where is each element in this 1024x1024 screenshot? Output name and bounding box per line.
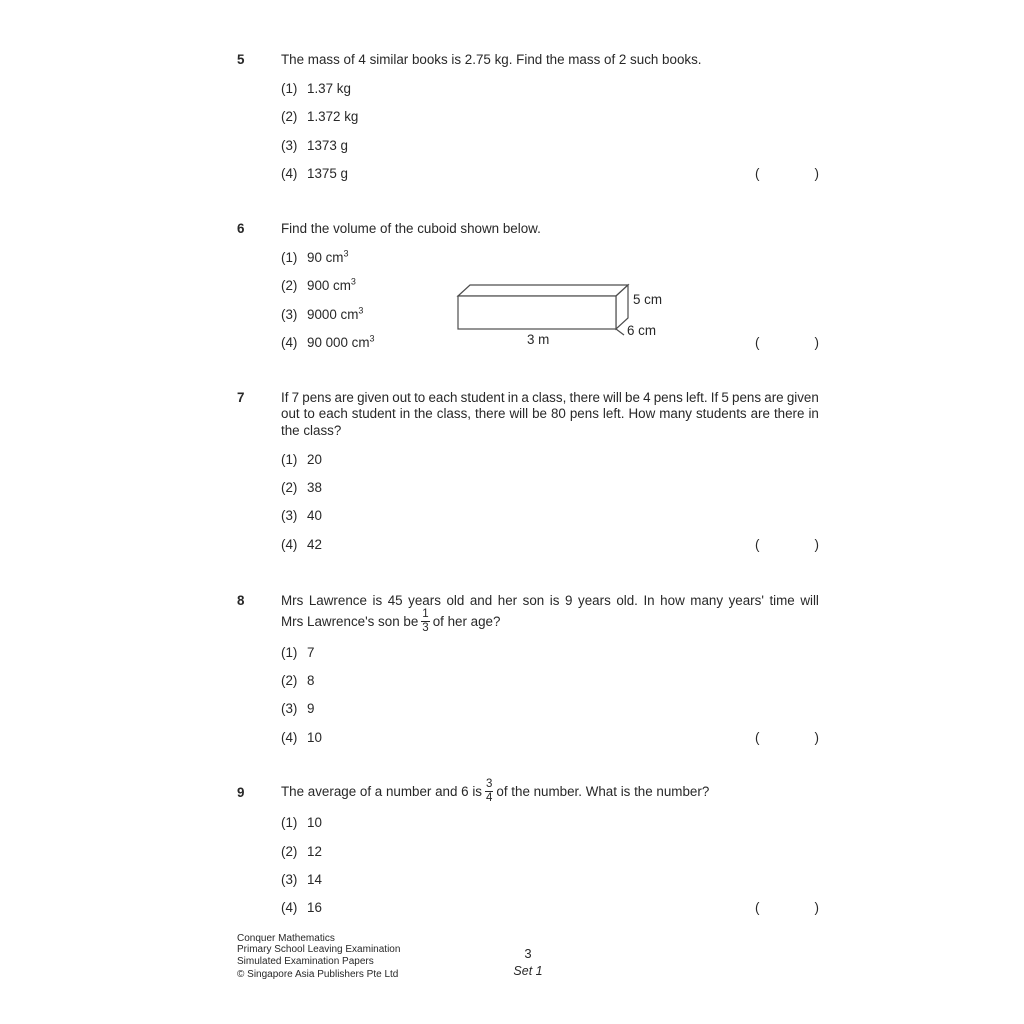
option-1 — [281, 452, 819, 468]
text-segment: Find the volume of the cuboid shown below. — [281, 221, 541, 236]
depth-leader-line — [616, 329, 624, 335]
option-label: (1) — [281, 451, 298, 467]
word: are — [764, 390, 784, 405]
option-value — [307, 673, 314, 689]
word: pens — [569, 406, 599, 422]
depth-label: 6 cm — [627, 323, 657, 338]
fraction-denominator: 3 — [422, 622, 429, 635]
text-segment: of the number. What is the number? — [496, 783, 710, 799]
page-number: 3 — [524, 946, 532, 961]
word: time — [769, 593, 795, 608]
question-7 — [237, 390, 819, 553]
word: student — [351, 406, 396, 422]
option-label: (3) — [281, 701, 298, 717]
word: Lawrence — [308, 593, 367, 608]
word: will — [800, 593, 819, 608]
option-value-text: 90 cm — [307, 249, 344, 265]
question-number: 7 — [237, 390, 245, 405]
option-label: (4) — [281, 334, 298, 350]
question-text — [281, 52, 819, 68]
option-3 — [281, 872, 819, 888]
question-body — [281, 221, 819, 351]
option-1 — [281, 81, 819, 97]
text-segment: of her age? — [432, 614, 501, 630]
footer-line-exam: Primary School Leaving Examination — [237, 944, 401, 956]
fraction-numerator: 3 — [485, 778, 493, 790]
word: pens — [732, 390, 762, 405]
option-value — [307, 109, 358, 125]
question-text — [281, 593, 819, 636]
word: pens — [653, 390, 683, 405]
option-value-text: 1375 g — [307, 165, 348, 181]
option-label: (4) — [281, 729, 298, 745]
word: old. — [616, 593, 638, 608]
option-value — [307, 335, 375, 351]
word: be — [625, 390, 640, 405]
question-number: 5 — [237, 52, 245, 67]
option-value — [307, 250, 348, 266]
option-3 — [281, 138, 819, 154]
options-list — [281, 81, 819, 182]
length-label: 3 m — [527, 332, 550, 347]
question-text-line — [281, 779, 819, 806]
bracket-close: ) — [814, 900, 819, 916]
word: be — [532, 406, 547, 422]
cuboid-front-face — [458, 296, 616, 329]
question-number: 6 — [237, 221, 245, 236]
height-label: 5 cm — [633, 292, 663, 307]
option-value — [307, 138, 348, 154]
word: 7 — [291, 390, 300, 405]
question-6 — [237, 221, 819, 351]
word: in — [808, 406, 819, 422]
option-value-text: 16 — [307, 900, 322, 916]
word: student — [460, 390, 505, 405]
unit-superscript: 3 — [343, 248, 349, 259]
word: are — [750, 406, 770, 422]
option-2 — [281, 844, 819, 860]
page-number-block — [237, 946, 819, 981]
answer-bracket — [755, 730, 819, 746]
options-list — [281, 815, 819, 916]
option-value-text: 8 — [307, 672, 315, 688]
option-value — [307, 537, 322, 553]
answer-bracket — [755, 335, 819, 351]
option-label: (2) — [281, 843, 298, 859]
option-value-text: 38 — [307, 480, 322, 495]
bracket-open: ( — [755, 334, 760, 350]
option-label: (3) — [281, 871, 298, 887]
word: a — [521, 390, 529, 405]
option-label: (1) — [281, 644, 298, 660]
option-value — [307, 166, 348, 182]
question-8 — [237, 593, 819, 746]
question-text-line — [281, 609, 819, 636]
option-2 — [281, 480, 819, 496]
word: her — [497, 593, 518, 608]
option-value-text: 7 — [307, 644, 315, 660]
bracket-open: ( — [755, 165, 760, 181]
option-value — [307, 701, 314, 717]
word: is — [549, 593, 560, 608]
option-value — [307, 307, 363, 323]
word: will — [509, 406, 529, 422]
option-label: (1) — [281, 80, 298, 96]
word: given — [786, 390, 819, 405]
word: how — [660, 593, 685, 608]
word: there — [773, 406, 805, 422]
option-label: (3) — [281, 508, 298, 524]
option-label: (4) — [281, 165, 298, 181]
fraction-denominator: 4 — [485, 791, 493, 804]
option-label: (4) — [281, 536, 298, 552]
word: 5 — [721, 390, 729, 405]
option-4 — [281, 537, 819, 553]
option-value — [307, 730, 322, 746]
options-list — [281, 452, 819, 553]
text-segment: Mrs Lawrence's son be — [281, 614, 419, 630]
page-footer — [237, 933, 819, 981]
option-2 — [281, 673, 819, 689]
option-2 — [281, 109, 819, 125]
bracket-open: ( — [755, 900, 760, 916]
option-value — [307, 872, 322, 888]
word: old — [446, 593, 465, 608]
word: out — [392, 390, 411, 405]
word: class, — [436, 406, 471, 422]
question-body — [281, 52, 819, 182]
option-label: (2) — [281, 109, 298, 125]
option-value-text: 1.372 kg — [307, 109, 359, 125]
word: left. — [602, 406, 625, 422]
word: in — [399, 406, 411, 422]
option-value — [307, 900, 322, 916]
bracket-open: ( — [755, 729, 760, 745]
option-value-text: 9000 cm — [307, 306, 359, 322]
bracket-close: ) — [814, 334, 819, 350]
bracket-close: ) — [814, 536, 819, 552]
bracket-open: ( — [755, 536, 760, 552]
option-value — [307, 815, 322, 831]
option-value-text: 1.37 kg — [307, 80, 351, 96]
cuboid-top-face — [458, 285, 628, 296]
question-number: 8 — [237, 593, 245, 608]
option-value — [307, 278, 356, 294]
word: are — [334, 390, 354, 405]
unit-superscript: 3 — [358, 305, 364, 316]
question-text — [281, 390, 819, 439]
word: there — [474, 406, 506, 422]
word: How — [628, 406, 656, 422]
option-value-text: 10 — [307, 815, 322, 831]
word: left. — [685, 390, 708, 405]
word: 4 — [643, 390, 651, 405]
word: years — [578, 593, 611, 608]
word: years — [408, 593, 441, 608]
option-value-text: 9 — [307, 701, 315, 717]
word: years' — [728, 593, 764, 608]
option-value-text: 90 000 cm — [307, 334, 370, 350]
word: 80 — [550, 406, 566, 422]
option-label: (2) — [281, 672, 298, 688]
word: students — [695, 406, 747, 422]
set-label: Set 1 — [513, 964, 543, 978]
word: many — [659, 406, 692, 422]
cuboid-diagram — [453, 280, 663, 348]
text-segment: the class? — [281, 422, 342, 438]
question-body — [281, 779, 819, 916]
word: and — [469, 593, 493, 608]
word: to — [303, 406, 315, 422]
option-value — [307, 452, 322, 468]
option-value-text: 42 — [307, 536, 322, 552]
word: each — [318, 406, 348, 422]
option-value-text: 12 — [307, 843, 322, 859]
option-label: (2) — [281, 480, 298, 495]
bracket-close: ) — [814, 729, 819, 745]
option-4 — [281, 166, 819, 182]
copyright-line: © Singapore Asia Publishers Pte Ltd — [237, 969, 399, 981]
question-body — [281, 593, 819, 746]
option-value — [307, 480, 322, 496]
option-value — [307, 645, 314, 661]
footer-line-papers: Simulated Examination Papers — [237, 955, 374, 967]
word: 45 — [387, 593, 403, 608]
word: pens — [302, 390, 332, 405]
fraction-numerator: 1 — [422, 608, 429, 621]
unit-superscript: 3 — [350, 276, 356, 287]
word: given — [357, 390, 390, 405]
option-value — [307, 81, 351, 97]
question-text-line — [281, 390, 819, 406]
question-text-line — [281, 52, 819, 68]
option-label: (3) — [281, 306, 298, 322]
word: is — [372, 593, 383, 608]
option-label: (4) — [281, 900, 298, 916]
word: many — [690, 593, 724, 608]
bracket-close: ) — [814, 165, 819, 181]
question-text-line — [281, 423, 819, 439]
option-3 — [281, 508, 819, 524]
fraction — [421, 608, 429, 635]
option-value — [307, 508, 322, 524]
question-5 — [237, 52, 819, 182]
fraction — [485, 778, 493, 805]
option-label: (1) — [281, 815, 298, 831]
option-value — [307, 844, 322, 860]
option-1 — [281, 815, 819, 831]
option-value-text: 40 — [307, 508, 322, 524]
word: in — [507, 390, 519, 405]
question-text — [281, 779, 819, 806]
word: class, — [532, 390, 567, 405]
answer-bracket — [755, 900, 819, 916]
word: If — [281, 390, 289, 405]
option-value-text: 20 — [307, 451, 322, 467]
option-value-text: 10 — [307, 729, 322, 745]
text-segment: The mass of 4 similar books is 2.75 kg. Find the mass of 2 such books. — [281, 52, 702, 67]
question-text-line — [281, 406, 819, 422]
word: will — [603, 390, 622, 405]
question-number: 9 — [237, 785, 245, 800]
option-value-text: 14 — [307, 871, 322, 887]
option-label: (1) — [281, 249, 298, 265]
word: there — [569, 390, 601, 405]
word: If — [710, 390, 719, 405]
word: In — [643, 593, 655, 608]
word: the — [414, 406, 433, 422]
question-text — [281, 221, 819, 237]
options-list — [281, 645, 819, 746]
question-9 — [237, 779, 819, 916]
text-segment: The average of a number and 6 is — [281, 783, 482, 799]
option-value-text: 900 cm — [307, 278, 351, 294]
option-1 — [281, 645, 819, 661]
word: to — [414, 390, 426, 405]
answer-bracket — [755, 166, 819, 182]
footer-line-series: Conquer Mathematics — [237, 933, 335, 944]
unit-superscript: 3 — [369, 333, 375, 344]
word: out — [281, 406, 300, 422]
word: each — [428, 390, 458, 405]
question-text-line — [281, 221, 819, 237]
option-4 — [281, 730, 819, 746]
option-label: (2) — [281, 278, 298, 294]
option-label: (3) — [281, 137, 298, 153]
word: 9 — [565, 593, 573, 608]
option-4 — [281, 900, 819, 916]
option-1 — [281, 250, 819, 266]
question-text-line — [281, 593, 819, 609]
answer-bracket — [755, 537, 819, 553]
word: son — [522, 593, 545, 608]
word: Mrs — [281, 593, 304, 608]
option-3 — [281, 701, 819, 717]
question-body — [281, 390, 819, 553]
option-value-text: 1373 g — [307, 137, 348, 153]
